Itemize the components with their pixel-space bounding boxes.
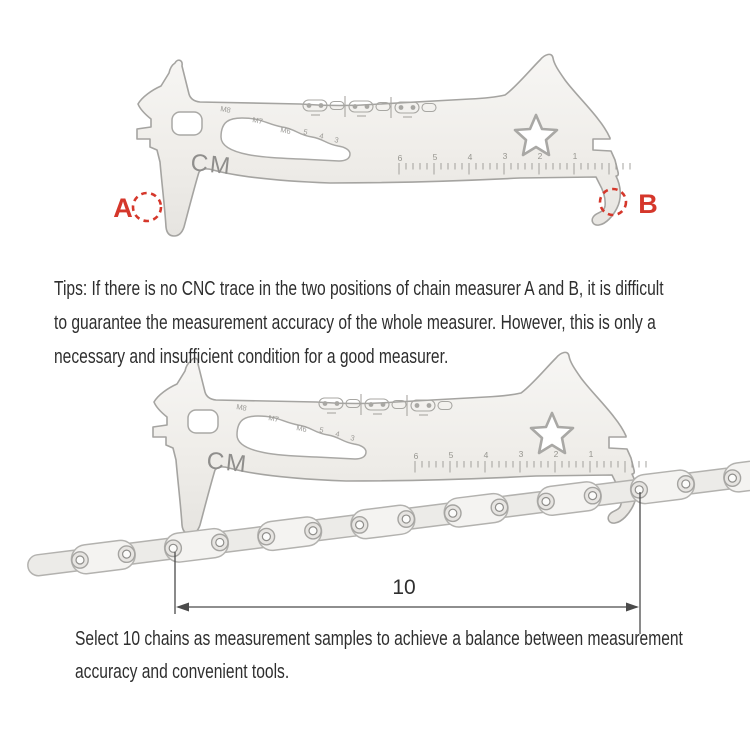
- point-b-label: B: [638, 189, 658, 219]
- note-line-2: accuracy and convenient tools.: [75, 661, 290, 683]
- dimension-arrow-left: [176, 603, 189, 612]
- chain-pin-center: [728, 474, 736, 482]
- chain-pin-center: [76, 556, 84, 564]
- chain-pin-center: [449, 509, 457, 517]
- chain-pin-center: [682, 480, 690, 488]
- chain-pin-center: [635, 486, 643, 494]
- note-line-1: Select 10 chains as measurement samples to achieve a balance between measurement: [75, 628, 683, 650]
- tips-line-1: Tips: If there is no CNC trace in the two positions of chain measurer A and B, it is difficult: [54, 278, 664, 300]
- chain-pin-center: [309, 527, 317, 535]
- chain-pin-center: [262, 533, 270, 541]
- figure-top: [113, 54, 658, 236]
- tips-paragraph: [54, 272, 664, 374]
- note-paragraph: [75, 623, 683, 689]
- dimension-value: 10: [392, 576, 416, 599]
- chain-pin-center: [123, 550, 131, 558]
- dimension-arrow-right: [626, 603, 639, 612]
- chain-pin-center: [495, 503, 503, 511]
- chain-pin-center: [216, 538, 224, 546]
- point-a-label: A: [113, 193, 133, 223]
- tool-figure-top: [137, 54, 630, 236]
- chain-pin-center: [542, 498, 550, 506]
- tips-line-2: to guarantee the measurement accuracy of the whole measurer. However, this is only a: [54, 312, 656, 334]
- chain-pin-center: [589, 492, 597, 500]
- chain-pin-center: [356, 521, 364, 529]
- chain-pin-center: [402, 515, 410, 523]
- chain-pin-center: [169, 544, 177, 552]
- tips-line-3: necessary and insufficient condition for a good measurer.: [54, 346, 449, 368]
- figure-bottom: [27, 352, 750, 634]
- point-a-marker: [133, 193, 161, 221]
